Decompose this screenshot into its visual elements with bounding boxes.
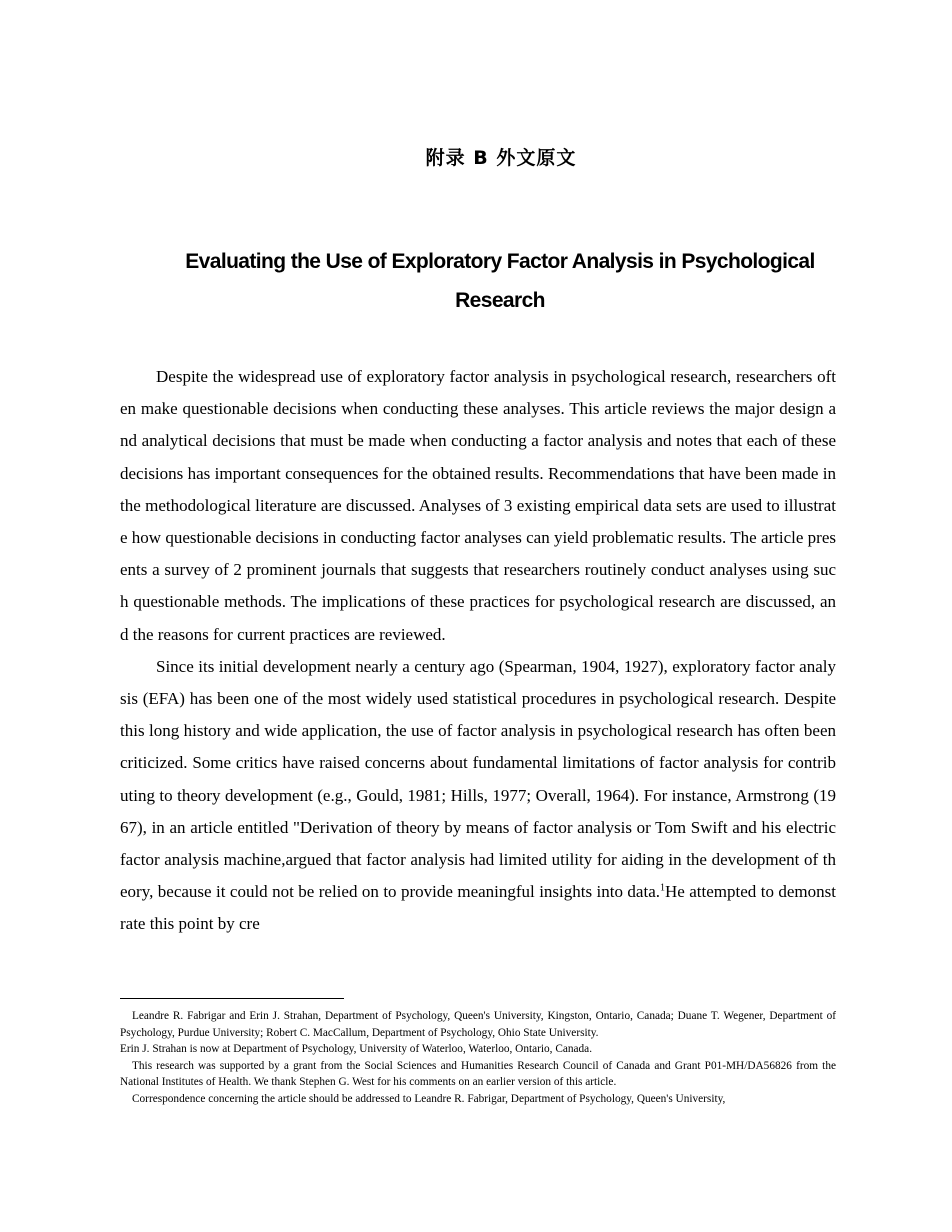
footnote-funding: This research was supported by a grant from the Social Sciences and Humanities Research Council of Canada and Grant P01-MH/DA56826 from the National Institutes of Health. We thank Stephen G. West for his comments on an earlier version of this article.	[120, 1059, 836, 1088]
footnote-affiliations: Leandre R. Fabrigar and Erin J. Strahan, Department of Psychology, Queen's University, Kingston, Ontario, Canada; Duane T. Wegener, Department of Psychology, Purdue University; Robert C. MacCallum, Department of Psychology, Ohio State University.	[120, 1010, 836, 1039]
footnote-marker: 1	[660, 882, 665, 894]
introduction-text: Since its initial development nearly a century ago (Spearman, 1904, 1927), exploratory factor analysis (EFA) has been one of the most widely used statistical procedures in psychological research. Despite this long history and wide application, the use of factor analysis in psychological research has often been criticized. Some critics have raised concerns about fundamental limitations of factor analysis for contributing to theory development (e.g., Gould, 1981; Hills, 1977; Overall, 1964). For instance, Armstrong (1967), in an article entitled "Derivation of theory by means of factor analysis or Tom Swift and his electric factor analysis machine,argued that factor analysis had limited utility for aiding in the development of theory, because it could not be relied on to provide meaningful insights into data.	[120, 656, 836, 902]
article-title: Evaluating the Use of Exploratory Factor Analysis in Psychological Research	[185, 250, 815, 312]
article-body	[120, 361, 836, 941]
introduction-paragraph	[120, 651, 836, 941]
appendix-heading: 附录 B 外文原文	[425, 147, 577, 169]
footnotes	[120, 1008, 836, 1107]
abstract-paragraph: Despite the widespread use of exploratory factor analysis in psychological research, researchers often make questionable decisions when conducting these analyses. This article reviews the major design and analytical decisions that must be made when conducting a factor analysis and notes that each of these decisions has important consequences for the obtained results. Recommendations that have been made in the methodological literature are discussed. Analyses of 3 existing empirical data sets are used to illustrate how questionable decisions in conducting factor analyses can yield problematic results. The article presents a survey of 2 prominent journals that suggests that researchers routinely conduct analyses using such questionable methods. The implications of these practices for psychological research are discussed, and the reasons for current practices are reviewed.	[120, 367, 836, 644]
introduction-text-continued: He attempted to demonstrate this point by cre	[120, 882, 836, 934]
footnote-correspondence: Correspondence concerning the article should be addressed to Leandre R. Fabrigar, Department of Psychology, Queen's University,	[132, 1092, 726, 1105]
footnote-divider	[120, 998, 344, 999]
footnote-current-affiliation: Erin J. Strahan is now at Department of Psychology, University of Waterloo, Waterloo, Ontario, Canada.	[120, 1043, 593, 1055]
